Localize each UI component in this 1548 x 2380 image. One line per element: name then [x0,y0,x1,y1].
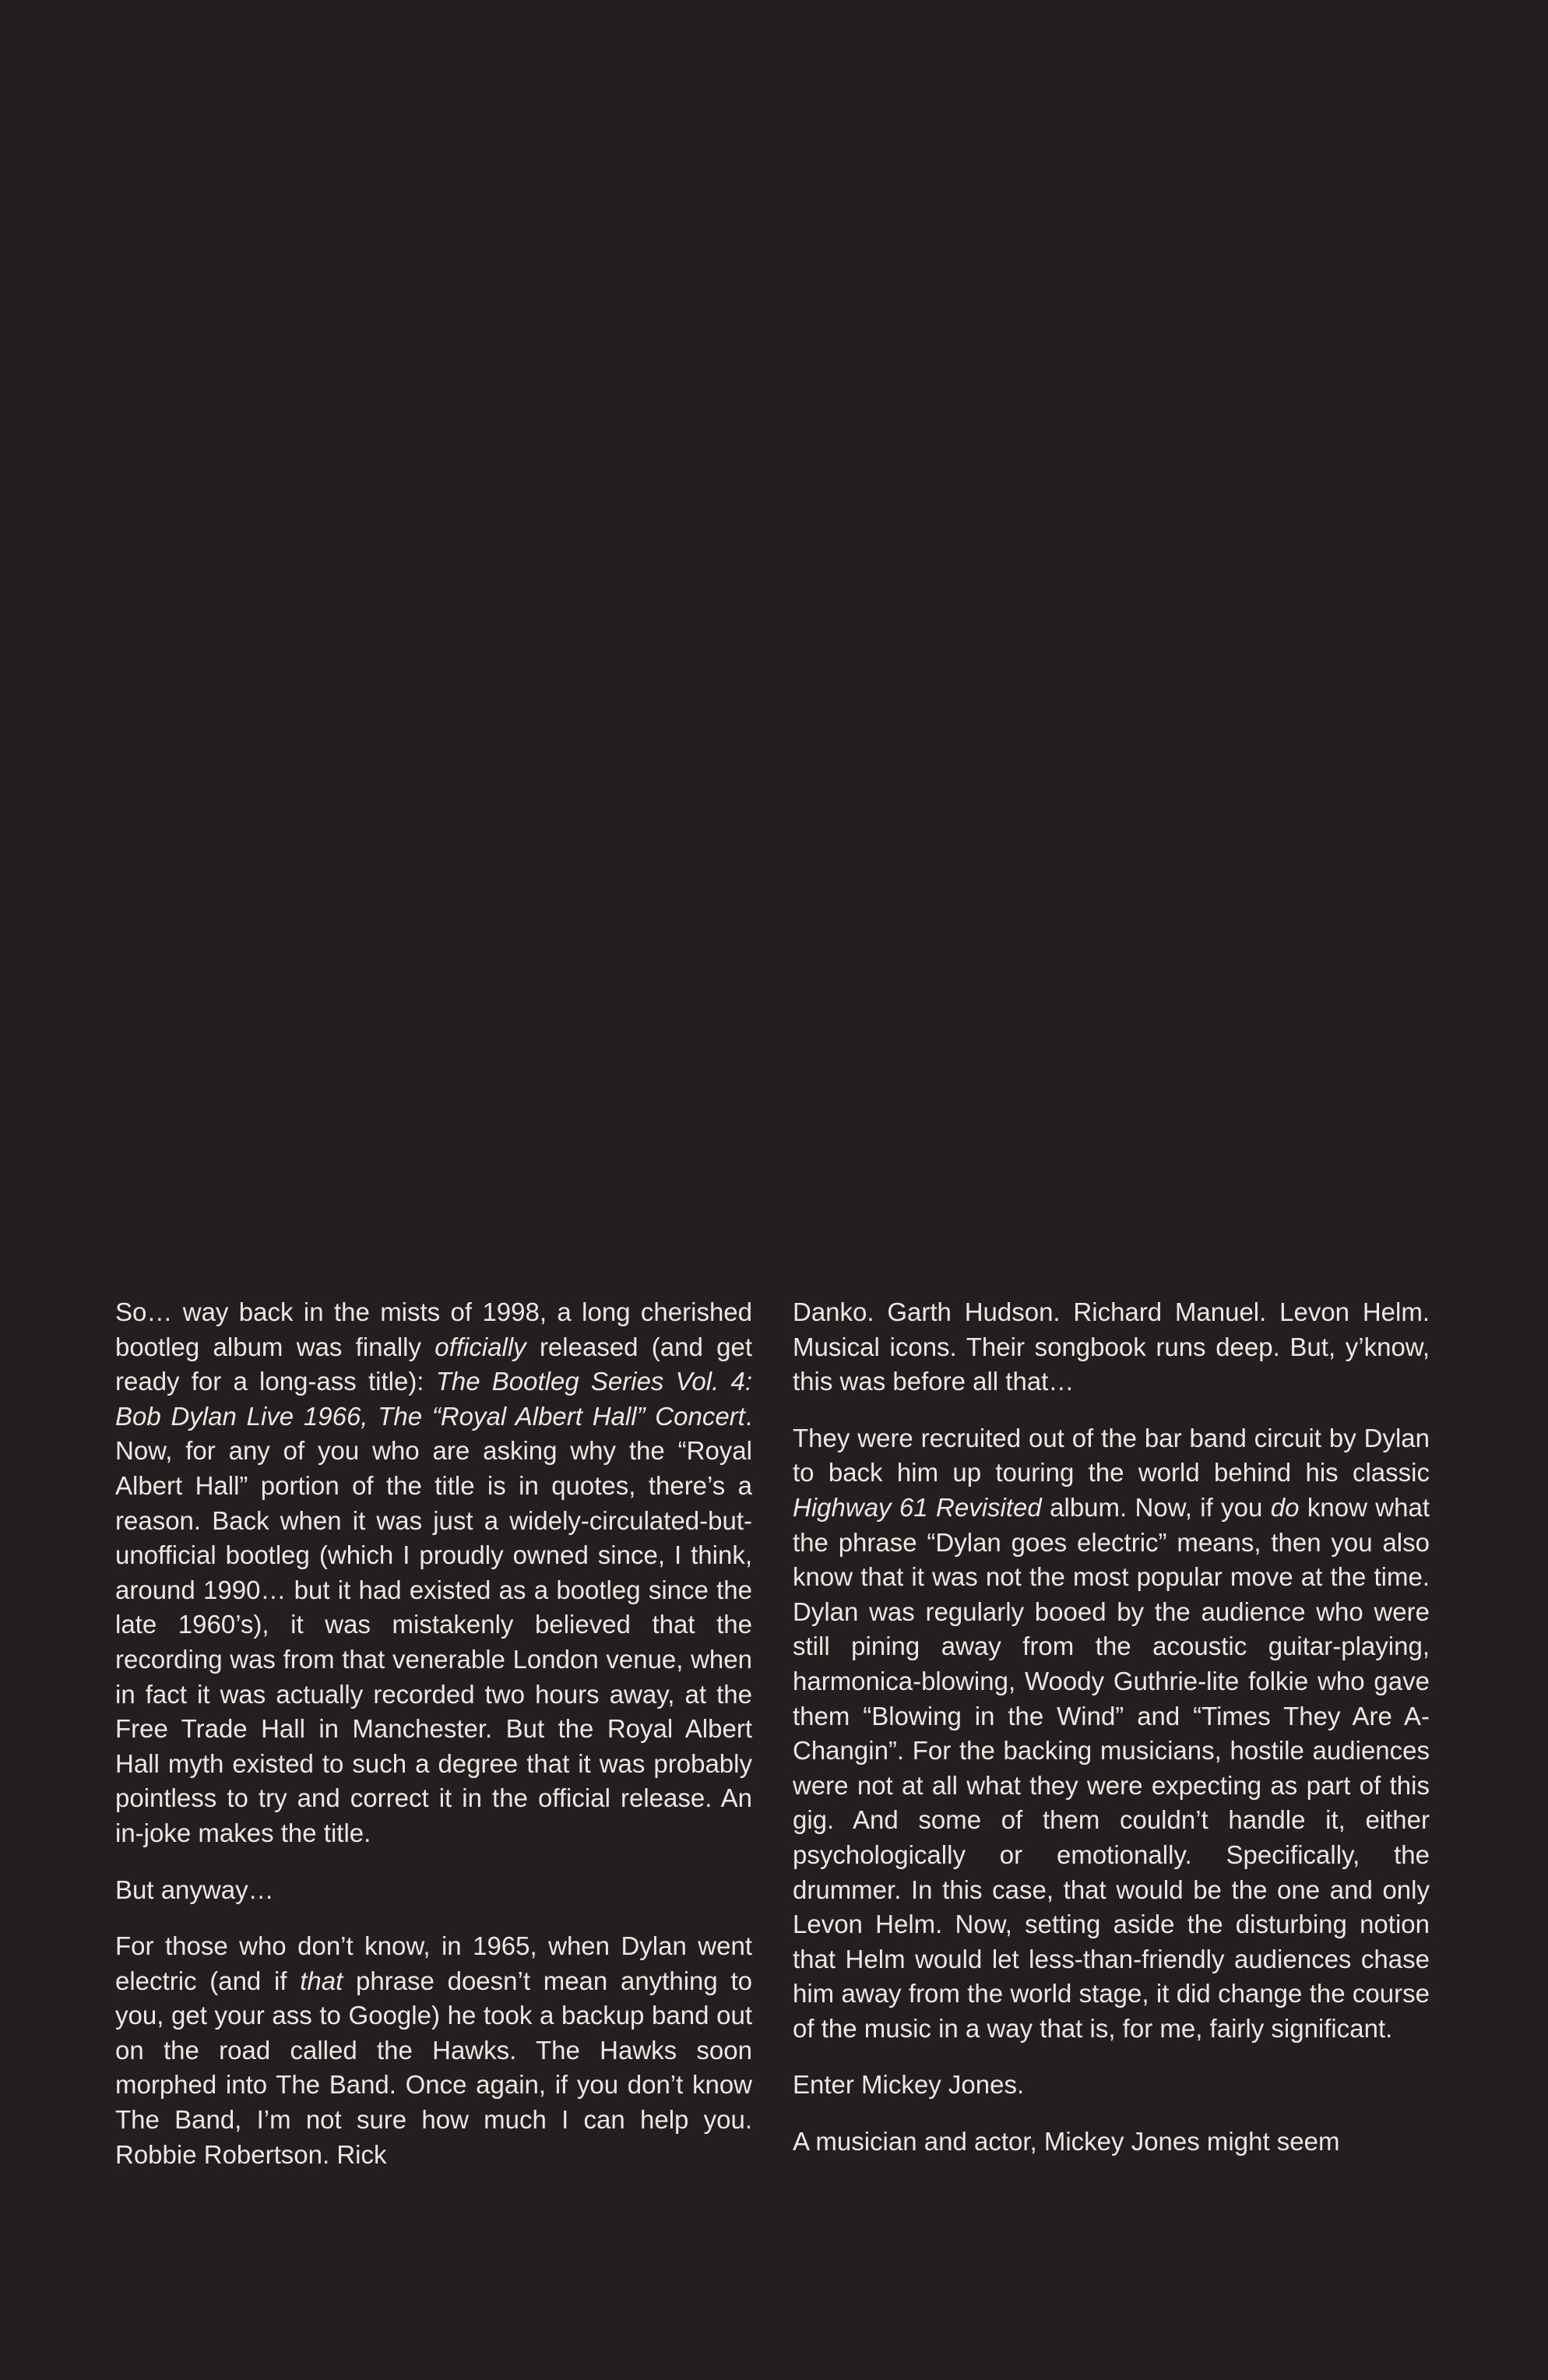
emphasis: that [300,1966,343,1995]
paragraph-enter-mickey-jones: Enter Mickey Jones. [793,2070,1025,2100]
emphasis: do [1270,1492,1300,1522]
text: They were recruited out of the bar band circuit by Dylan to back him up touring the world behind his classic [793,1423,1430,1488]
paragraph-dylan-goes-electric [115,1929,752,2172]
paragraph-the-band-members: Danko. Garth Hudson. Richard Manuel. Levon Helm. Musical icons. Their songbook runs deep. But, y’know, this was before all that… [793,1297,1430,1396]
left-column [115,1295,752,2172]
album-title: The Bootleg Series Vol. 4: Bob Dylan Live 1966, The “Royal Albert Hall” Concert [115,1367,752,1431]
text: . Now, for any of you who are asking why the “Royal Albert Hall” portion of the title is in quotes, there’s a reason. Back when it was just a widely-circulated-but-unofficial bootleg (which I proudly owned since, I think, around 1990… but it had existed as a bootleg since the late 1960’s), it was mistakenly believed that the recording was from that venerable London venue, when in fact it was actually recorded two hours away, at the Free Trade Hall in Manchester. But the Royal Albert Hall myth existed to such a degree that it was probably pointless to try and correct it in the official release. An in-joke makes the title. [115,1401,752,1847]
paragraph-bootleg-album [115,1295,752,1851]
paragraph-recruited [793,1421,1430,2047]
text: album. Now, if you [1041,1492,1271,1522]
text: For those who don’t know, in 1965, when Dylan went electric (and if [115,1931,752,1995]
text: phrase doesn’t mean anything to you, get your ass to Google) he took a backup band out on the road called the Hawks. The Hawks soon morphed into The Band. Once again, if you don’t know The Band, I’m not sure how much I can help you. Robbie Robertson. Rick [115,1966,752,2169]
text: So… way back in the mists of 1998, a long cherished bootleg album was finally [115,1297,752,1361]
text: released (and get ready for a long-ass title): [115,1332,753,1396]
paragraph-mickey-jones-intro: A musician and actor, Mickey Jones might seem [793,2127,1340,2156]
right-column [793,1295,1430,2160]
paragraph-but-anyway: But anyway… [115,1875,274,1904]
album-title: Highway 61 Revisited [793,1492,1042,1522]
emphasis: officially [434,1332,526,1361]
text: know what the phrase “Dylan goes electric” means, then you also know that it was not the most popular move at the time. Dylan was regularly booed by the audience who were still pining away from the acoustic guitar-playing, harmonica-blowing, Woody Guthrie-lite folkie who gave them “Blowing in the Wind” and “Times They Are A-Changin”. For the backing musicians, hostile audiences were not at all what they were expecting as part of this gig. And some of them couldn’t handle it, either psychologically or emotionally. Specifically, the drummer. In this case, that would be the one and only Levon Helm. Now, setting aside the disturbing notion that Helm would let less-than-friendly audiences chase him away from the world stage, it did change the course of the music in a way that is, for me, fairly significant. [793,1492,1430,2043]
